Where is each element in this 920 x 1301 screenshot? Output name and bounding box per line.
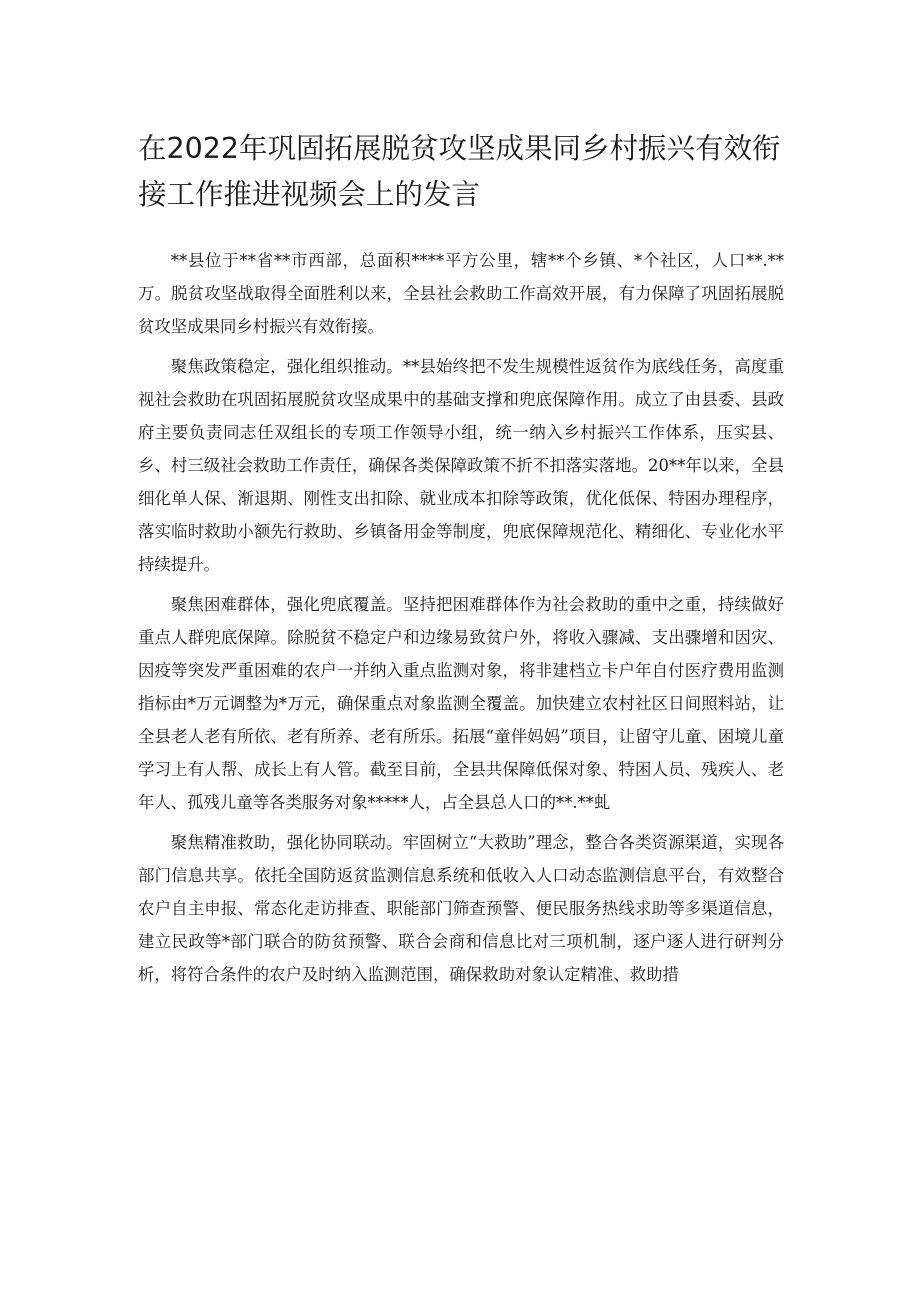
paragraph-difficult-groups: 聚焦困难群体，强化兜底覆盖。坚持把困难群体作为社会救助的重中之重，持续做好重点人群兜底保障。除脱贫不稳定户和边缘易致贫户外，将收入骤减、支出骤增和因灾、因疫等突发严重困难的农户一并纳入重点监测对象，将非建档立卡户年自付医疗费用监测指标由*万元调整为*万元，确保重点对象监测全覆盖。加快建立农村社区日间照料站，让全县老人老有所依、老有所养、老有所乐。拓展“童伴妈妈”项目，让留守儿童、困境儿童学习上有人帮、成长上有人管。截至目前，全县共保障低保对象、特困人员、残疾人、老年人、孤残儿童等各类服务对象*****人，占全县总人口的**.**虬 bbox=[138, 595, 784, 812]
paragraph-precise-assistance: 聚焦精准救助，强化协同联动。牢固树立“大救助”理念，整合各类资源渠道，实现各部门信息共享。依托全国防返贫监测信息系统和低收入人口动态监测信息平台，有效整合农户自主申报、常态化走访排查、职能部门筛查预警、便民服务热线求助等多渠道信息，建立民政等*部门联合的防贫预警、联合会商和信息比对三项机制，逐户逐人进行研判分析，将符合条件的农户及时纳入监测范围，确保救助对象认定精准、救助措 bbox=[138, 833, 784, 984]
paragraph-intro: **县位于**省**市西部，总面积****平方公里，辖**个乡镇、*个社区，人口**.**万。脱贫攻坚战取得全面胜利以来，全县社会救助工作高效开展，有力保障了巩固拓展脱贫攻坚成果同乡村振兴有效衔接。 bbox=[138, 251, 784, 336]
document-title: 在2022年巩固拓展脱贫攻坚成果同乡村振兴有效衔接工作推进视频会上的发言 bbox=[138, 132, 781, 211]
document-body bbox=[138, 244, 784, 998]
paragraph-policy-stability: 聚焦政策稳定，强化组织推动。**县始终把不发生规模性返贫作为底线任务，高度重视社会救助在巩固拓展脱贫攻坚成果中的基础支撑和兜底保障作用。成立了由县委、县政府主要负责同志任双组长的专项工作领导小组，统一纳入乡村振兴工作体系，压实县、乡、村三级社会救助工作责任，确保各类保障政策不折不扣落实落地。20**年以来，全县细化单人保、渐退期、刚性支出扣除、就业成本扣除等政策，优化低保、特困办理程序，落实临时救助小额先行救助、乡镇备用金等制度，兜底保障规范化、精细化、专业化水平持续提升。 bbox=[138, 357, 784, 574]
